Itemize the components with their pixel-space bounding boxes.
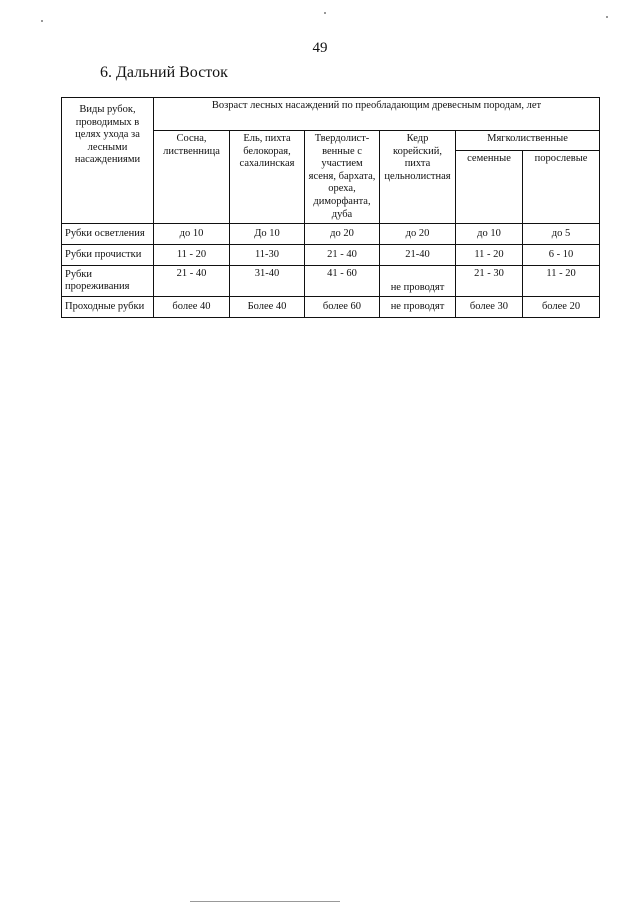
table-row (62, 245, 600, 266)
scan-speck (606, 16, 608, 18)
table-cell: до 20 (380, 224, 456, 245)
table-cell: 21 - 40 (305, 245, 380, 266)
row-label: Проходные рубки (62, 297, 154, 318)
table-cell: 11 - 20 (154, 245, 230, 266)
page-number: 49 (312, 40, 328, 56)
table-cell: 21 - 30 (456, 266, 523, 297)
header-pine-larch: Сосна, лиственница (154, 131, 230, 224)
header-cedar: Кедр корейский, пихта цельнолистная (380, 131, 456, 224)
table-cell: не проводят (380, 297, 456, 318)
table-cell: До 10 (230, 224, 305, 245)
table-cell: более 20 (523, 297, 600, 318)
header-cut-types: Виды рубок, проводимых в целях ухода за лесными насаждениями (62, 98, 154, 224)
table-row (62, 266, 600, 297)
table-cell: более 60 (305, 297, 380, 318)
header-hardwood: Твердолист-венные с участием ясеня, бархата, ореха, диморфанта, дуба (305, 131, 380, 224)
scan-speck (41, 20, 43, 22)
table-cell: 11-30 (230, 245, 305, 266)
table-cell: до 5 (523, 224, 600, 245)
header-spruce-fir: Ель, пихта белокорая, сахалинская (230, 131, 305, 224)
table-cell: более 30 (456, 297, 523, 318)
age-table (61, 97, 600, 318)
table-cell: 31-40 (230, 266, 305, 297)
table-row (62, 297, 600, 318)
table-cell: до 20 (305, 224, 380, 245)
header-age-group: Возраст лесных насаждений по преобладающим древесным породам, лет (154, 98, 600, 131)
header-softwood-coppice: порослевые (523, 150, 600, 224)
scan-speck (324, 12, 326, 14)
scan-edge-line (190, 901, 340, 902)
table-cell: 21 - 40 (154, 266, 230, 297)
table-cell: до 10 (154, 224, 230, 245)
row-label: Рубки осветления (62, 224, 154, 245)
table-cell: 6 - 10 (523, 245, 600, 266)
header-softwood: Мягколиственные (456, 131, 600, 151)
table-cell: не проводят (380, 266, 456, 297)
table-cell: 21-40 (380, 245, 456, 266)
table-cell: до 10 (456, 224, 523, 245)
table-cell: 41 - 60 (305, 266, 380, 297)
row-label: Рубки прочистки (62, 245, 154, 266)
table-row (62, 224, 600, 245)
section-title: 6. Дальний Восток (100, 64, 228, 81)
table-cell: 11 - 20 (523, 266, 600, 297)
table-cell: более 40 (154, 297, 230, 318)
row-label: Рубки прореживания (62, 266, 154, 297)
age-table-container (61, 97, 599, 318)
header-softwood-seed: семенные (456, 150, 523, 224)
table-cell: 11 - 20 (456, 245, 523, 266)
table-cell: Более 40 (230, 297, 305, 318)
header-row-1 (62, 98, 600, 131)
